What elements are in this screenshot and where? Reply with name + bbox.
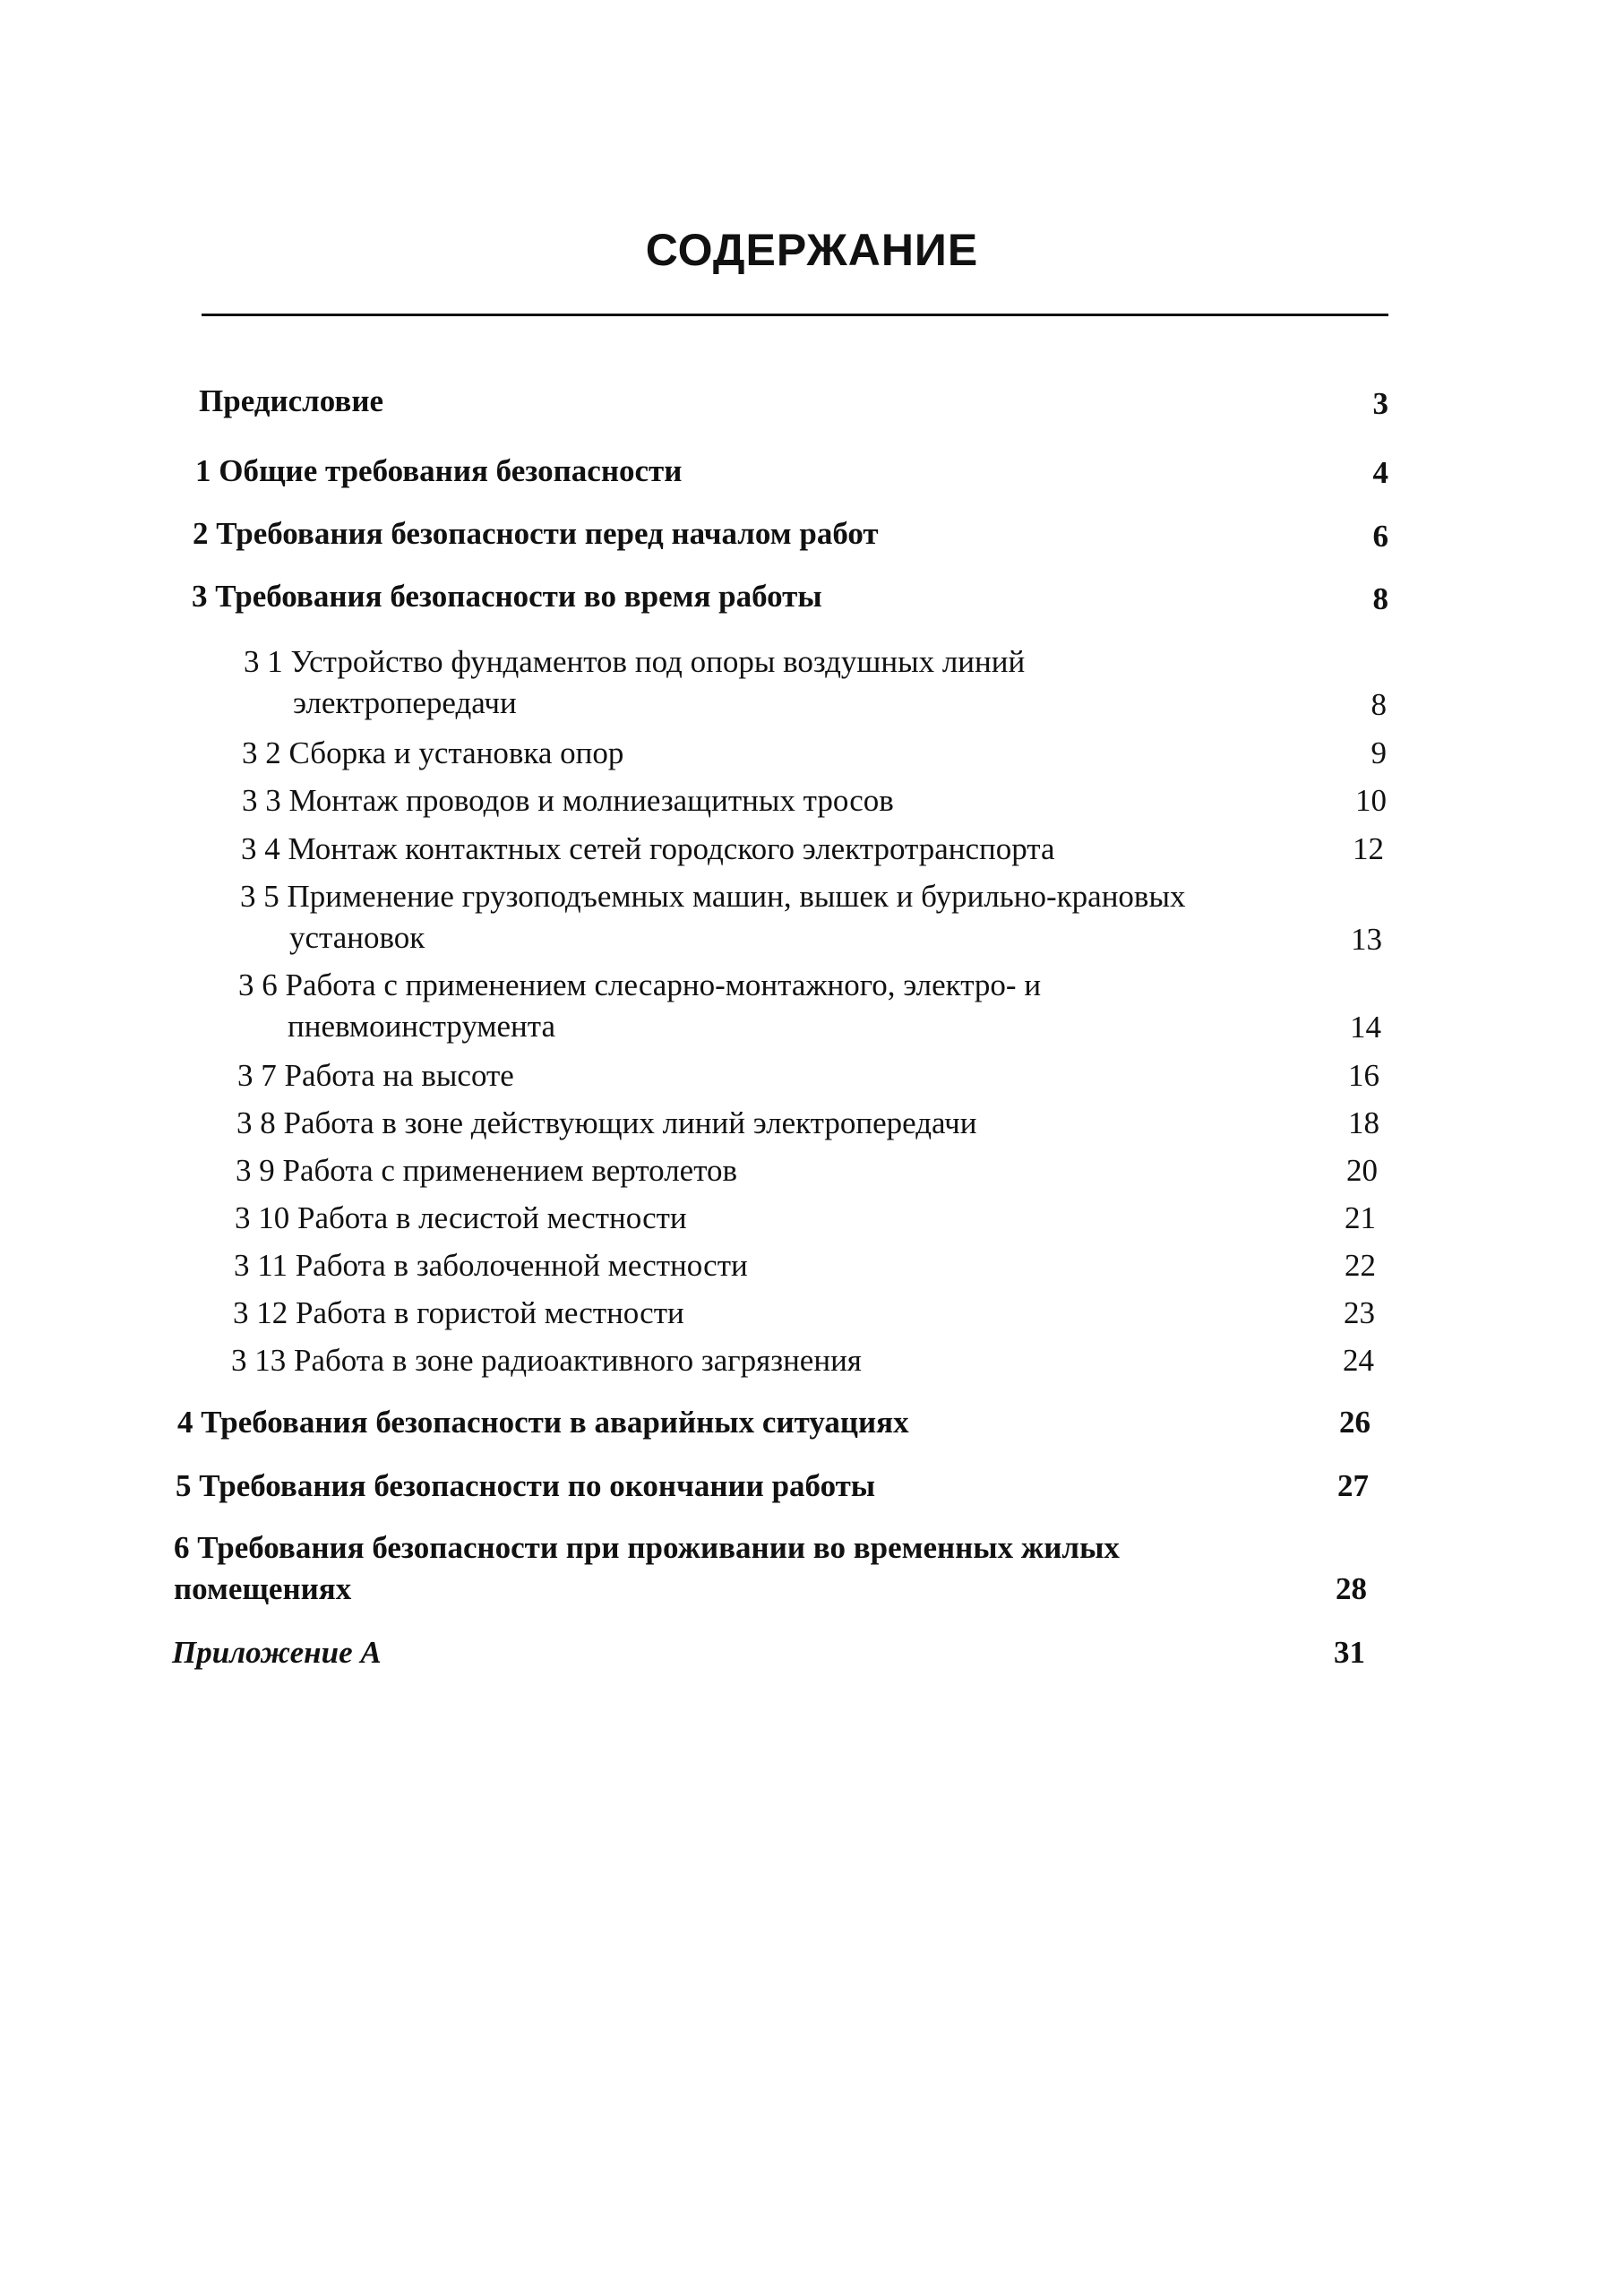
- toc-entry-section-5[interactable]: 5 Требования безопасности по окончании работы: [176, 1468, 876, 1503]
- toc-page-section-3-13: 24: [1343, 1343, 1374, 1378]
- toc-entry-line: пневмоинструмента: [288, 1009, 556, 1044]
- toc-entry-line: 6 Требования безопасности при проживании во временных жилых: [174, 1530, 1120, 1565]
- toc-page-section-3-1: 8: [1371, 687, 1387, 722]
- toc-entry-section-3-13[interactable]: 3 13 Работа в зоне радиоактивного загрязнения: [231, 1343, 862, 1378]
- toc-entry-section-4[interactable]: 4 Требования безопасности в аварийных ситуациях: [177, 1405, 909, 1440]
- toc-entry-appendix[interactable]: Приложение А: [172, 1635, 382, 1670]
- toc-entry-section-3-5[interactable]: [240, 876, 1185, 959]
- toc-entry-line: 3 1 Устройство фундаментов под опоры воздушных линий: [244, 644, 1026, 679]
- toc-entry-section-3-9[interactable]: 3 9 Работа с применением вертолетов: [236, 1153, 738, 1188]
- toc-entry-section-3-4[interactable]: 3 4 Монтаж контактных сетей городского электротранспорта: [241, 831, 1055, 866]
- toc-entry-section-3-1[interactable]: [244, 641, 1025, 724]
- toc-page-section-1: 4: [1372, 455, 1388, 490]
- toc-entry-section-3-7[interactable]: 3 7 Работа на высоте: [237, 1058, 514, 1093]
- toc-entry-section-3-3[interactable]: 3 3 Монтаж проводов и молниезащитных тросов: [242, 783, 894, 818]
- toc-entry-line: 3 6 Работа с применением слесарно-монтажного, электро- и: [238, 967, 1042, 1002]
- toc-page-section-3-8: 18: [1348, 1105, 1379, 1140]
- toc-page-section-3-11: 22: [1345, 1248, 1376, 1283]
- toc-entry-section-3-10[interactable]: 3 10 Работа в лесистой местности: [235, 1200, 687, 1235]
- toc-entry-line: электропередачи: [293, 685, 517, 720]
- toc-page-section-2: 6: [1372, 519, 1388, 554]
- toc-page-section-3-9: 20: [1346, 1153, 1378, 1188]
- toc-entry-section-1[interactable]: 1 Общие требования безопасности: [195, 453, 683, 488]
- toc-entry-line: помещениях: [174, 1571, 352, 1606]
- toc-entry-line: установок: [289, 920, 425, 955]
- title-divider: [202, 314, 1388, 316]
- toc-entry-section-2[interactable]: 2 Требования безопасности перед началом работ: [193, 516, 879, 551]
- toc-entry-section-3-2[interactable]: 3 2 Сборка и установка опор: [242, 735, 624, 770]
- toc-entry-section-3-12[interactable]: 3 12 Работа в гористой местности: [233, 1295, 684, 1330]
- toc-entry-preface[interactable]: Предисловие: [199, 383, 384, 418]
- toc-page-section-5: 27: [1337, 1468, 1369, 1503]
- toc-page-section-3-5: 13: [1351, 922, 1382, 957]
- toc-entry-section-3[interactable]: 3 Требования безопасности во время работы: [192, 579, 822, 614]
- toc-entry-section-3-11[interactable]: 3 11 Работа в заболоченной местности: [234, 1248, 748, 1283]
- toc-entry-section-6[interactable]: [174, 1527, 1120, 1610]
- toc-page-section-3-12: 23: [1344, 1295, 1375, 1330]
- toc-page-section-3-6: 14: [1350, 1010, 1381, 1045]
- toc-page-section-3-7: 16: [1348, 1058, 1379, 1093]
- toc-page-section-3-2: 9: [1371, 735, 1387, 770]
- toc-page-section-3-10: 21: [1345, 1200, 1376, 1235]
- toc-entry-section-3-8[interactable]: 3 8 Работа в зоне действующих линий электропередачи: [236, 1105, 977, 1140]
- toc-entry-section-3-6[interactable]: [238, 965, 1041, 1047]
- page-title: СОДЕРЖАНИЕ: [645, 225, 979, 275]
- toc-page-appendix: 31: [1334, 1635, 1365, 1670]
- toc-page-section-4: 26: [1339, 1405, 1371, 1440]
- toc-page-section-3-4: 12: [1353, 831, 1384, 866]
- toc-page-preface: 3: [1372, 386, 1388, 421]
- toc-page-section-3-3: 10: [1355, 783, 1387, 818]
- toc-page-section-6: 28: [1336, 1571, 1367, 1606]
- toc-page-section-3: 8: [1372, 581, 1388, 616]
- toc-entry-line: 3 5 Применение грузоподъемных машин, вышек и бурильно-крановых: [240, 879, 1186, 914]
